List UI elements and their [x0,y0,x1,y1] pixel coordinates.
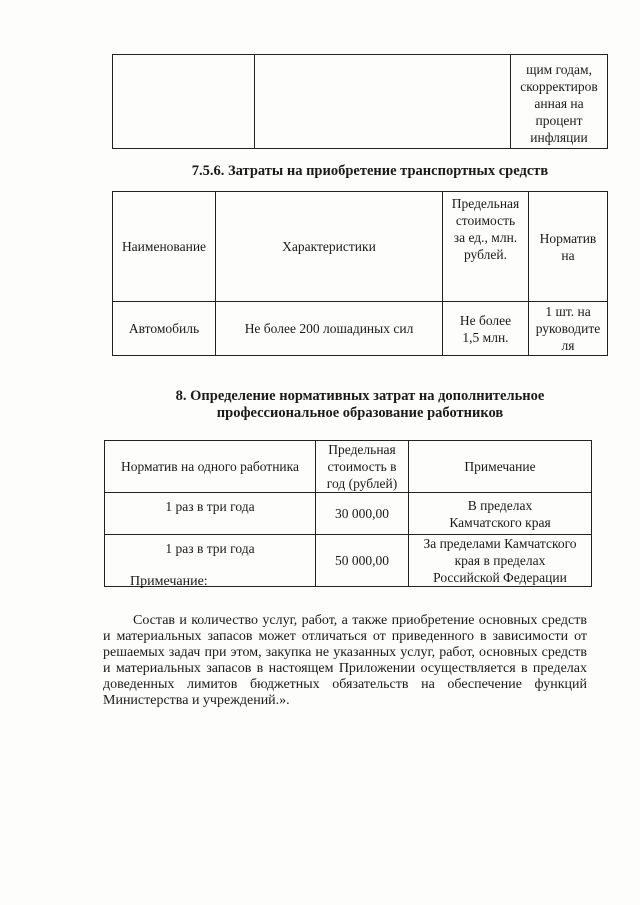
header-cost-line: год (рублей) [326,476,398,491]
row-2-note [409,535,592,587]
section-8-title [40,388,640,422]
row-norm [529,302,608,356]
transport-table [112,191,608,356]
header-characteristics: Характеристики [216,192,443,302]
row-norm-line: 1 шт. на [545,304,591,319]
row-norm-line: ля [561,338,575,353]
note-line: процент [535,113,583,128]
continuation-note-cell [511,55,608,149]
header-cost-line: стоимость [455,213,516,228]
row-name: Автомобиль [113,302,216,356]
note-label: Примечание: [130,574,208,589]
note-line: скорректиров [520,79,598,94]
closing-paragraph: Состав и количество услуг, работ, а также приобретение основных средств и материальных запасов может отличаться от приведенного в зависимости от решаемых задач при этом, закупка не указанных услуг, работ, основных средств и материальных запасов в настоящем Приложении осуществляется в пределах доведенных лимитов бюджетных обязательств на обеспечение функций Министерства и учреждений.». [103,613,587,708]
header-norm [529,192,608,302]
header-cost-line: стоимость в [327,459,397,474]
note-line: инфляции [530,130,588,145]
header-norm-line: Норматив [539,230,597,246]
row-2-note-line: Российской Федерации [433,570,567,585]
section-8-title-line: профессиональное образование работников [216,405,504,421]
header-cost-line: за ед., млн. [453,230,518,245]
row-1-norm: 1 раз в три года [105,493,316,535]
continuation-cell-2 [254,55,510,149]
note-line: анная на [534,96,584,111]
row-2-norm: 1 раз в три года [105,535,316,587]
row-norm-line: руководите [535,321,601,336]
note-line: щим годам, [526,62,592,77]
header-cost-line: рублей. [463,247,507,262]
row-1-note-line: Камчатского края [449,514,551,530]
header-name: Наименование [113,192,216,302]
row-cost [443,302,529,356]
header-norm-per-employee: Норматив на одного работника [105,441,316,493]
training-table [104,440,592,587]
row-2-note-line: края в пределах [454,553,546,568]
row-cost-line: Не более [459,312,512,328]
header-cost-line: Предельная [328,442,396,457]
continuation-table [112,54,608,149]
row-1-note [409,493,592,535]
row-1-cost: 30 000,00 [316,493,409,535]
row-2-cost: 50 000,00 [316,535,409,587]
header-annual-cost [316,441,409,493]
header-cost [443,192,529,302]
row-cost-line: 1,5 млн. [462,329,509,345]
section-7-5-6-title: 7.5.6. Затраты на приобретение транспортных средств [191,163,549,179]
row-2-note-line: За пределами Камчатского [423,536,577,551]
row-characteristics: Не более 200 лошадиных сил [216,302,443,356]
header-cost-line: Предельная [451,196,520,211]
section-8-title-line: 8. Определение нормативных затрат на дополнительное [175,388,545,404]
continuation-cell-1 [113,55,255,149]
header-note: Примечание [409,441,592,493]
header-norm-line: на [561,247,575,263]
row-1-note-line: В пределах [467,497,533,513]
